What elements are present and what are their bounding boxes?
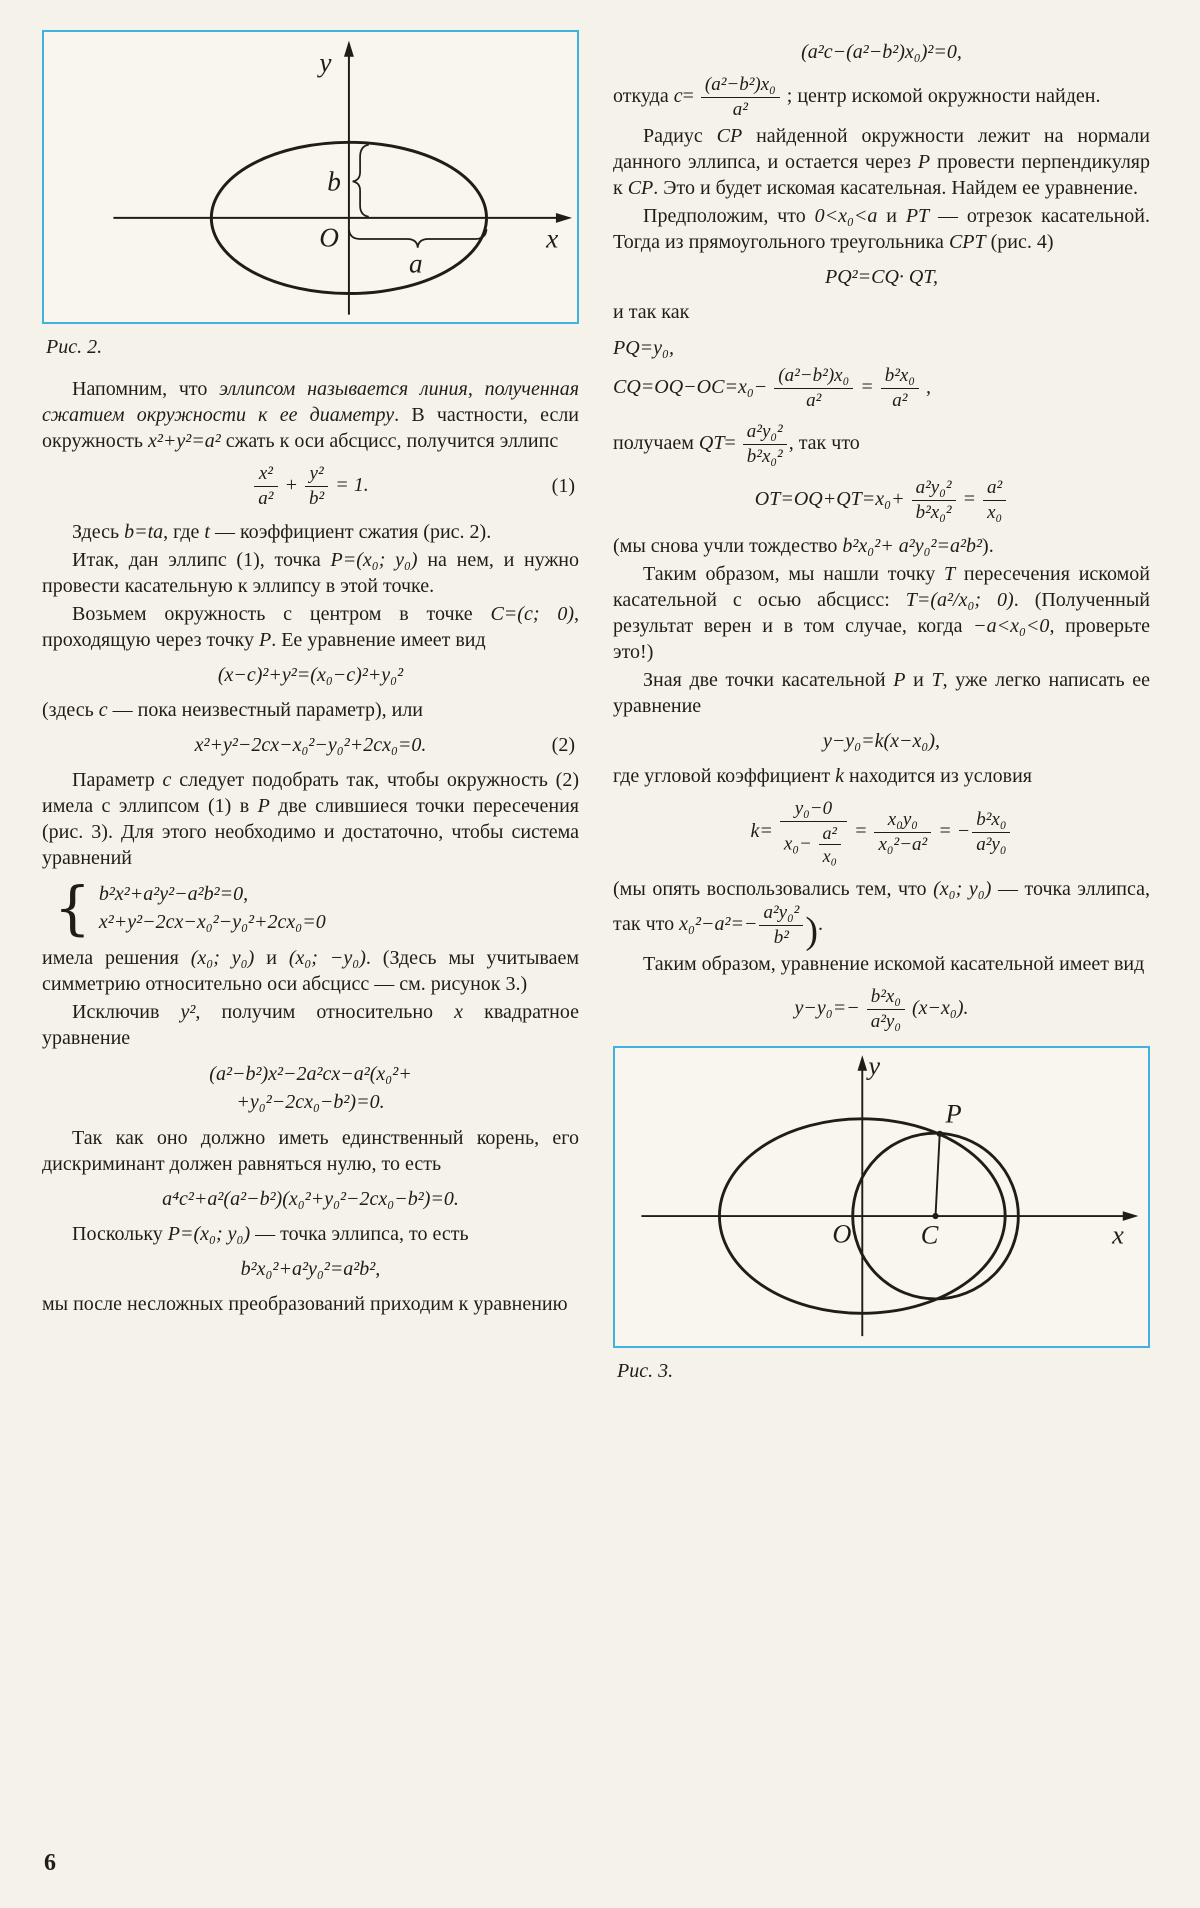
paragraph-qt-result: получаем QT= $\frac{\text{a²y₀²}}{\text{b²x₀²}}$ , так что	[613, 421, 860, 468]
ellipse-identity-row	[42, 1256, 579, 1282]
fig3-point-c-dot	[932, 1213, 938, 1219]
paragraph-transformations: мы после несложных преобразований приходим к уравнению	[42, 1292, 568, 1315]
equation-2-formula: x²+y²−2cx−x₀²−y₀²+2cx₀=0.	[194, 733, 427, 756]
fig3-origin-label: O	[832, 1218, 852, 1249]
fig2-a-label: a	[409, 248, 423, 279]
fig2-origin-label: O	[319, 222, 339, 253]
equation-2-row	[42, 732, 579, 758]
quadratic-equation-row	[42, 1060, 579, 1116]
equation-2-number: (2)	[551, 733, 575, 756]
ellipse-identity-formula: b²x₀²+a²y₀²=a²b²,	[240, 1257, 381, 1280]
figure-3	[613, 1046, 1150, 1384]
paragraph-center-found: откуда c= $\frac{\text{(a²−b²)x₀}}{\text{a²}}$ ; центр искомой окружности найден.	[613, 74, 1101, 120]
fig2-y-arrow-icon	[344, 41, 354, 57]
figure-2	[42, 30, 579, 360]
fig3-point-p-dot	[937, 1131, 943, 1137]
paragraph-tangent-segment: Предположим, что 0<x₀<a и PT — отрезок касательной. Тогда из прямоугольного треугольника CPT (рис. 4)	[613, 204, 1150, 253]
paragraph-slope-condition: где угловой коэффициент k находится из условия	[613, 764, 1032, 787]
fig3-y-arrow-icon	[857, 1056, 867, 1072]
paragraph-identity-reminder: (мы снова учли тождество b²x₀²+ a²y₀²=a²b²).	[613, 534, 994, 557]
paragraph-final-statement: Таким образом, уравнение искомой касательной имеет вид	[643, 952, 1145, 975]
fig3-y-label: y	[868, 1050, 881, 1081]
paragraph-ellipse-point-used: (мы опять воспользовались тем, что (x₀; y₀) — точка эллипса, так что x₀²−a²=− $\frac{\text{a²y₀²}}{\text{b²}}$ ).	[613, 878, 1150, 953]
final-tangent-equation-row	[613, 986, 1150, 1033]
equation-system	[42, 873, 579, 942]
equation-1-number: (1)	[551, 475, 575, 498]
discriminant-equation-row	[42, 1186, 579, 1212]
equation-1-row	[42, 463, 579, 510]
pq-equation-formula: PQ²=CQ· QT,	[824, 265, 939, 288]
fig2-b-label: b	[327, 166, 341, 197]
cq-line: CQ=OQ−OC=x₀− $\frac{\text{(a²−b²)x₀}}{\text{a²}}$ = $\frac{\text{b²x₀}}{\text{a²}}$ ,	[613, 364, 931, 411]
system-lines	[99, 880, 326, 936]
fig2-y-label: y	[319, 47, 332, 78]
tangent-line-form-formula: y−y₀=k(x−x₀),	[822, 729, 941, 752]
fig2-x-arrow-icon	[556, 213, 572, 223]
figure-3-caption: Рис. 3.	[617, 1360, 674, 1383]
right-column	[613, 30, 1150, 1400]
ot-equation-formula: OT=OQ+QT=x₀+ $\frac{\text{a²y₀²}}{\text{b²x₀²}}$ = $\frac{\text{a²}}{\text{x₀}}$	[755, 488, 1008, 510]
paragraph-point-on-ellipse: Поскольку P=(x₀; y₀) — точка эллипса, то есть	[72, 1222, 469, 1245]
system-line-2: x²+y²−2cx−x₀²−y₀²+2cx₀=0	[98, 910, 326, 933]
tangent-line-form-row	[613, 728, 1150, 754]
slope-equation-formula: k= y₀−0 x₀− $\frac{\text{a²}}{\text{x₀}}$ = $\frac{\text{x₀y₀}}{\text{x₀²−a²}}$ = − $\frac{\text{b²x₀}}{\text{a²y₀}}$	[751, 820, 1013, 842]
quadratic-equation-line-2: +y₀²−2cx₀−b²)=0.	[236, 1090, 385, 1113]
paragraph-solutions-symmetry: имела решения (x₀; y₀) и (x₀; −y₀). (Здесь мы учитываем симметрию относительно оси абсцисс — см. рисунок 3.)	[42, 946, 579, 995]
paragraph-compression-coefficient: Здесь b=ta, где t — коэффициент сжатия (рис. 2).	[72, 520, 492, 543]
fig3-radius-cp	[936, 1134, 940, 1216]
squared-equation-formula: (a²c−(a²−b²)x₀)²=0,	[801, 41, 962, 63]
pq-cq-lines	[613, 333, 1150, 414]
figure-3-frame	[613, 1046, 1150, 1348]
discriminant-equation-formula: a⁴c²+a²(a²−b²)(x₀²+y₀²−2cx₀−b²)=0.	[162, 1187, 459, 1210]
paragraph-unknown-parameter: (здесь c — пока неизвестный параметр), или	[42, 698, 424, 721]
fig3-x-arrow-icon	[1123, 1212, 1139, 1222]
fig2-b-brace	[353, 145, 369, 217]
quadratic-equation-line-1: (a²−b²)x²−2a²cx−a²(x₀²+	[209, 1062, 412, 1085]
fig3-c-label: C	[920, 1220, 939, 1251]
figure-2-ellipse-diagram	[44, 32, 577, 322]
fig3-p-label: P	[945, 1098, 962, 1129]
fig2-x-label: x	[546, 223, 559, 254]
left-column	[42, 30, 579, 1400]
circle-equation-row	[42, 662, 579, 688]
paragraph-ellipse-definition: Напомним, что эллипсом называется линия, полученная сжатием окружности к ее диаметру. В частности, если окружность x²+y²=a² сжать к оси абсцисс, получится эллипс	[42, 378, 580, 453]
two-column-layout	[42, 30, 1150, 1400]
fig2-a-brace	[349, 229, 487, 248]
final-tangent-equation-formula: y−y₀=− $\frac{\text{b²x₀}}{\text{a²y₀}}$ (x−x₀).	[794, 985, 969, 1032]
fig3-x-label: x	[1112, 1220, 1124, 1251]
paragraph-eliminate-y: Исключив y², получим относительно x квадратное уравнение	[42, 1000, 580, 1049]
pq-line: PQ=y₀,	[613, 336, 674, 359]
slope-equation-row	[613, 798, 1150, 867]
figure-3-ellipse-circle-diagram	[615, 1048, 1148, 1346]
squared-equation-row	[613, 39, 1150, 65]
paragraph-parameter-choice: Параметр c следует подобрать так, чтобы окружность (2) имела с эллипсом (1) в P две слившиеся точки пересечения (рис. 3). Для этого необходимо и достаточно, чтобы система уравнений	[42, 768, 579, 869]
paragraph-circle-through-p: Возьмем окружность с центром в точке C=(c; 0), проходящую через точку P. Ее уравнение имеет вид	[42, 602, 579, 651]
page-number: 6	[44, 1850, 56, 1876]
paragraph-discriminant: Так как оно должно иметь единственный корень, его дискриминант должен равняться нулю, то есть	[42, 1126, 579, 1175]
figure-2-frame	[42, 30, 579, 324]
paragraph-two-points: Зная две точки касательной P и T, уже легко написать ее уравнение	[613, 668, 1151, 717]
pq-equation-row	[613, 264, 1150, 290]
equation-1-formula: $\frac{\text{x²}}{\text{a²}}$ + $\frac{\text{y²}}{\text{b²}}$ = 1.	[252, 474, 368, 496]
ot-equation-row	[613, 477, 1150, 524]
paragraph-and-since: и так как	[613, 300, 690, 323]
paragraph-point-t-found: Таким образом, мы нашли точку T пересечения искомой касательной с осью абсцисс: T=(a²/x₀; 0). (Полученный результат верен и в том случае, когда −a<x₀<0, проверьте это!)	[613, 562, 1151, 663]
paragraph-problem-statement: Итак, дан эллипс (1), точка P=(x₀; y₀) на нем, и нужно провести касательную к эллипсу в этой точке.	[42, 548, 580, 597]
system-brace-icon: {	[54, 873, 91, 942]
paragraph-radius-normal: Радиус CP найденной окружности лежит на нормали данного эллипса, и остается через P провести перпендикуляр к CP. Это и будет искомая касательная. Найдем ее уравнение.	[613, 124, 1151, 199]
circle-equation-formula: (x−c)²+y²=(x₀−c)²+y₀²	[217, 663, 404, 686]
figure-2-caption: Рис. 2.	[46, 336, 103, 359]
system-line-1: b²x²+a²y²−a²b²=0,	[98, 882, 249, 905]
